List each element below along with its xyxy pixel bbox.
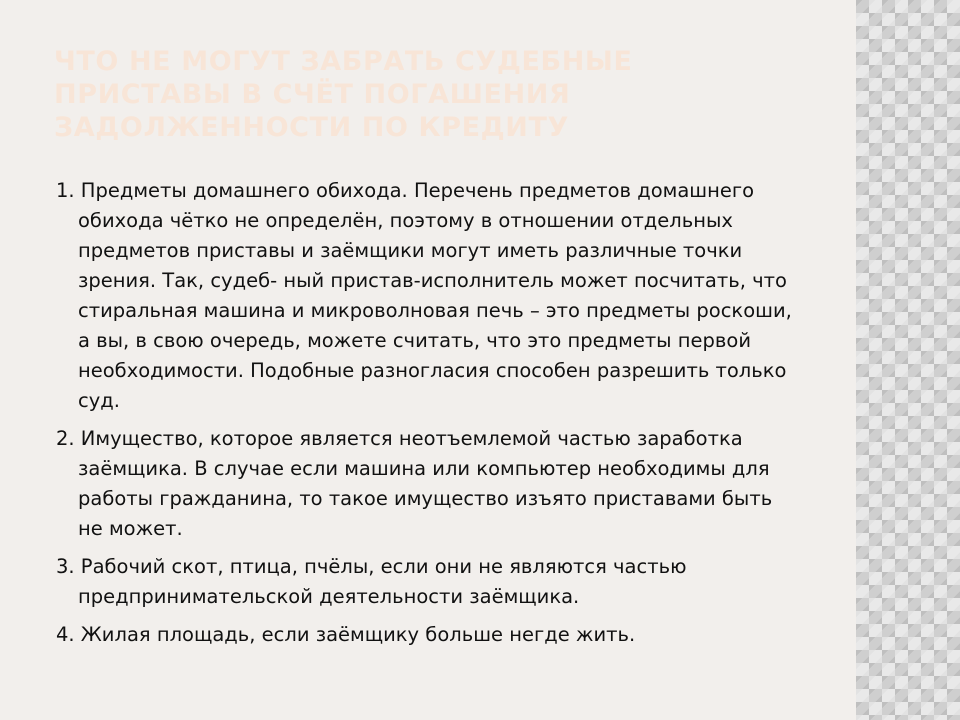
slide-title: ЧТО НЕ МОГУТ ЗАБРАТЬ СУДЕБНЫЕ ПРИСТАВЫ В СЧЁТ ПОГАШЕНИЯ ЗАДОЛЖЕННОСТИ ПО КРЕДИТУ (54, 46, 633, 143)
list-item-2: 2. Имущество, которое является неотъемлемой частью заработка заёмщика. В случае если машина или компьютер необходимы для работы гражданина, то такое имущество изъято приставами быть не может. (56, 427, 773, 540)
slide-content (56, 176, 796, 658)
decorative-side-pattern (856, 0, 960, 720)
list-item-4: 4. Жилая площадь, если заёмщику больше негде жить. (56, 623, 636, 646)
list-item-1: 1. Предметы домашнего обихода. Перечень предметов домашнего обихода чётко не определён, поэтому в отношении отдельных предметов приставы и заёмщики могут иметь различные точки зрения. Так, судеб- ный пристав-исполнитель может посчитать, что стиральная машина и микроволновая печь – это предметы роскоши, а вы, в свою очередь, можете считать, что это предметы первой необходимости. Подобные разногласия способен разрешить только суд. (56, 179, 792, 412)
list-item-3: 3. Рабочий скот, птица, пчёлы, если они не являются частью предпринимательской деятельности заёмщика. (56, 555, 687, 608)
